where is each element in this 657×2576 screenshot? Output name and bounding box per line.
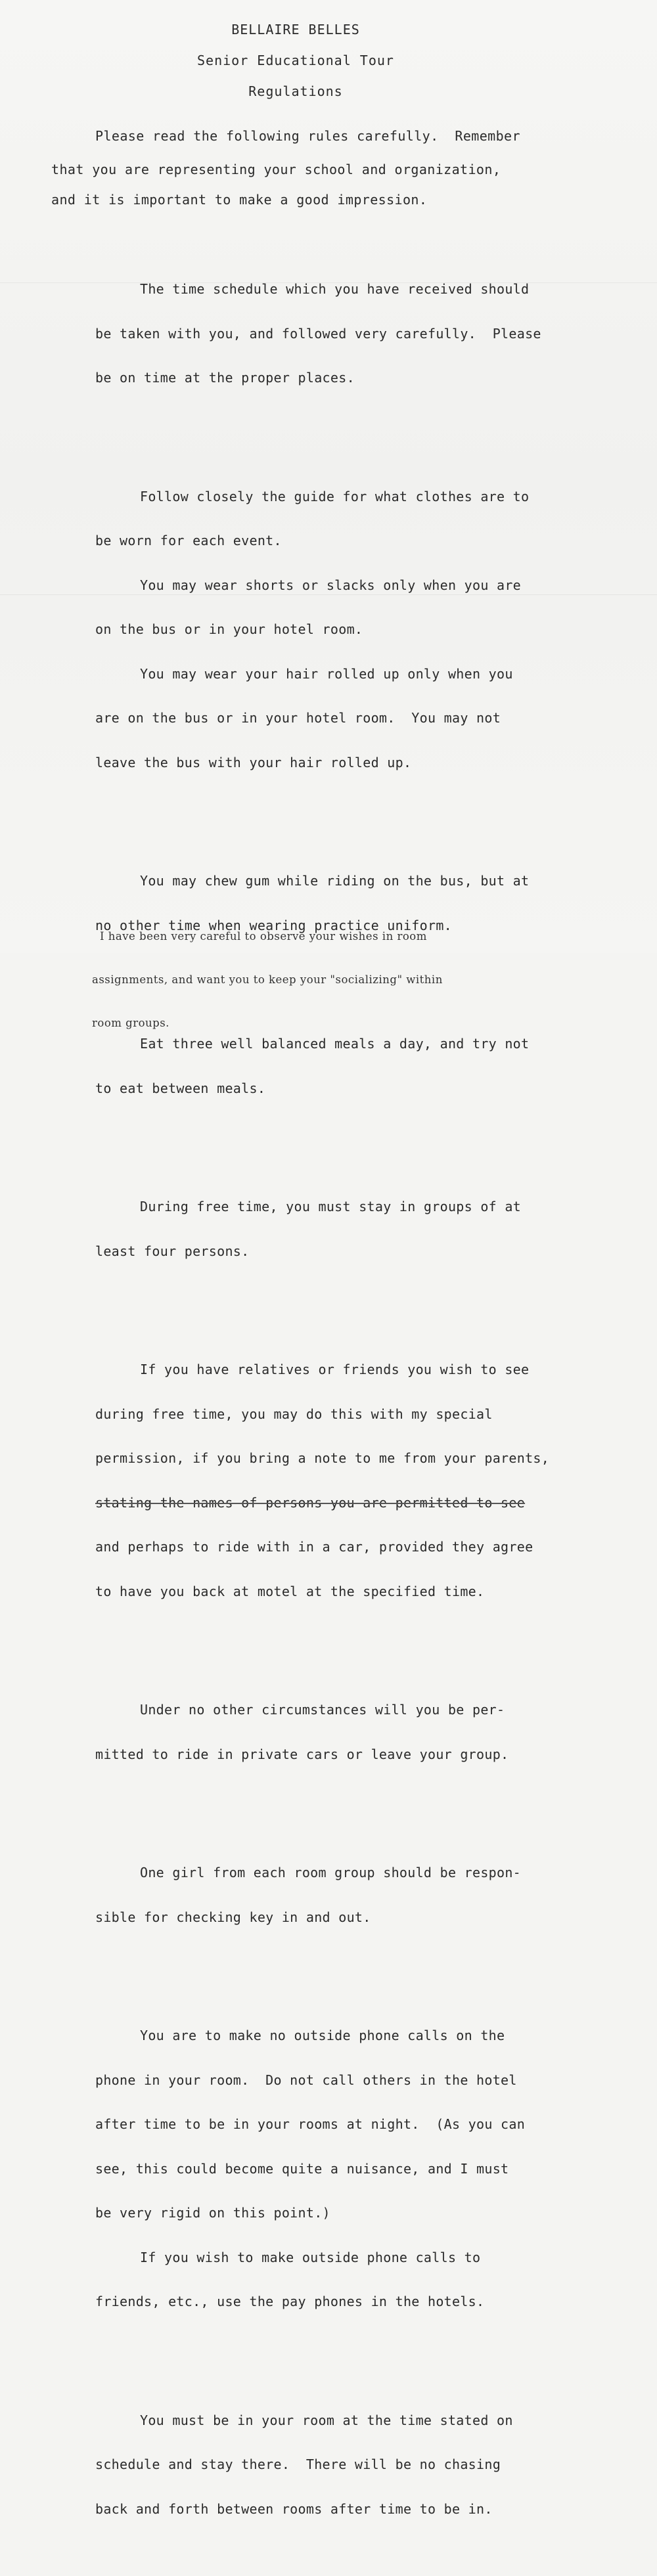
rule-line: leave the bus with your hair rolled up. <box>95 754 412 770</box>
rule-line: during free time, you may do this with my special <box>95 1406 493 1422</box>
rule-line: permission, if you bring a note to me from your parents, <box>95 1450 550 1466</box>
rule-line: You must be in your room at the time stated on <box>140 2412 513 2428</box>
rule-line: friends, etc., use the pay phones in the hotels. <box>95 2294 485 2309</box>
rule-line: Eat three well balanced meals a day, and try not <box>140 1036 530 1052</box>
note-line: I have been very careful to observe your wishes in room <box>100 930 427 943</box>
rule-line: sible for checking key in and out. <box>95 1909 371 1925</box>
rule-line: You are to make no outside phone calls on the <box>140 2028 505 2043</box>
rule-line: least four persons. <box>95 1243 250 1259</box>
rule-line-struck: stating the names of persons you are permitted to see <box>95 1494 526 1511</box>
rule-line: be worn for each event. <box>95 533 282 548</box>
rule-line: to eat between meals. <box>95 1080 266 1096</box>
rule-line: and perhaps to ride with in a car, provided they agree <box>95 1539 533 1555</box>
document-subtitle: Senior Educational Tour <box>197 53 394 68</box>
document-title: BELLAIRE BELLES <box>231 22 360 37</box>
intro-line: Please read the following rules carefully. Remember <box>95 128 520 144</box>
rule-line: Under no other circumstances will you be per- <box>140 1702 505 1718</box>
rule-line: You may wear your hair rolled up only when you <box>140 665 513 682</box>
rule-line: to have you back at motel at the specified time. <box>95 1583 485 1599</box>
rule-clothes <box>95 460 608 800</box>
rule-curfew <box>95 2384 608 2546</box>
rule-line: mitted to ride in private cars or leave your group. <box>95 1746 509 1762</box>
rule-line: be very rigid on this point.) <box>95 2205 330 2221</box>
regulations-body <box>95 223 608 2575</box>
intro-line: and it is important to make a good impression. <box>51 192 428 208</box>
rule-room-key <box>95 1836 608 1954</box>
rule-line: see, this could become quite a nuisance, and I must <box>95 2160 509 2177</box>
rule-line: on the bus or in your hotel room. <box>95 621 363 637</box>
rule-line: The time schedule which you have received should <box>140 281 530 297</box>
rule-line: If you wish to make outside phone calls to <box>140 2249 481 2265</box>
rule-relatives <box>95 1333 608 1628</box>
document-heading: Regulations <box>248 83 343 99</box>
rule-line: after time to be in your rooms at night. (As you can <box>95 2116 526 2132</box>
note-line: assignments, and want you to keep your "socializing" within <box>92 973 443 986</box>
rule-line: You may wear shorts or slacks only when you are <box>140 577 522 593</box>
intro-line: that you are representing your school and organization, <box>51 162 501 177</box>
rule-private-cars <box>95 1673 608 1791</box>
rule-line: be on time at the proper places. <box>95 370 355 386</box>
rule-line: schedule and stay there. There will be no chasing <box>95 2456 501 2472</box>
rule-line: You may chew gum while riding on the bus, but at <box>140 873 530 889</box>
rule-line: no other time when wearing practice uniform. <box>95 917 453 933</box>
rule-line: Follow closely the guide for what clothes are to <box>140 488 530 504</box>
rule-phone-calls <box>95 1999 608 2339</box>
rule-line: are on the bus or in your hotel room. You may not <box>95 710 501 726</box>
rule-line: back and forth between rooms after time to be in. <box>95 2500 493 2517</box>
rule-groups <box>95 1170 608 1288</box>
note-line: room groups. <box>92 1017 170 1029</box>
handwritten-note <box>92 900 591 1059</box>
rule-line: During free time, you must stay in groups of at <box>140 1199 522 1214</box>
rule-line: One girl from each room group should be respon- <box>140 1865 522 1880</box>
rule-line: phone in your room. Do not call others in the hotel <box>95 2072 517 2088</box>
rule-line: be taken with you, and followed very carefully. Please <box>95 325 541 342</box>
rule-schedule <box>95 252 608 415</box>
rule-line: If you have relatives or friends you wish to see <box>140 1362 530 1377</box>
